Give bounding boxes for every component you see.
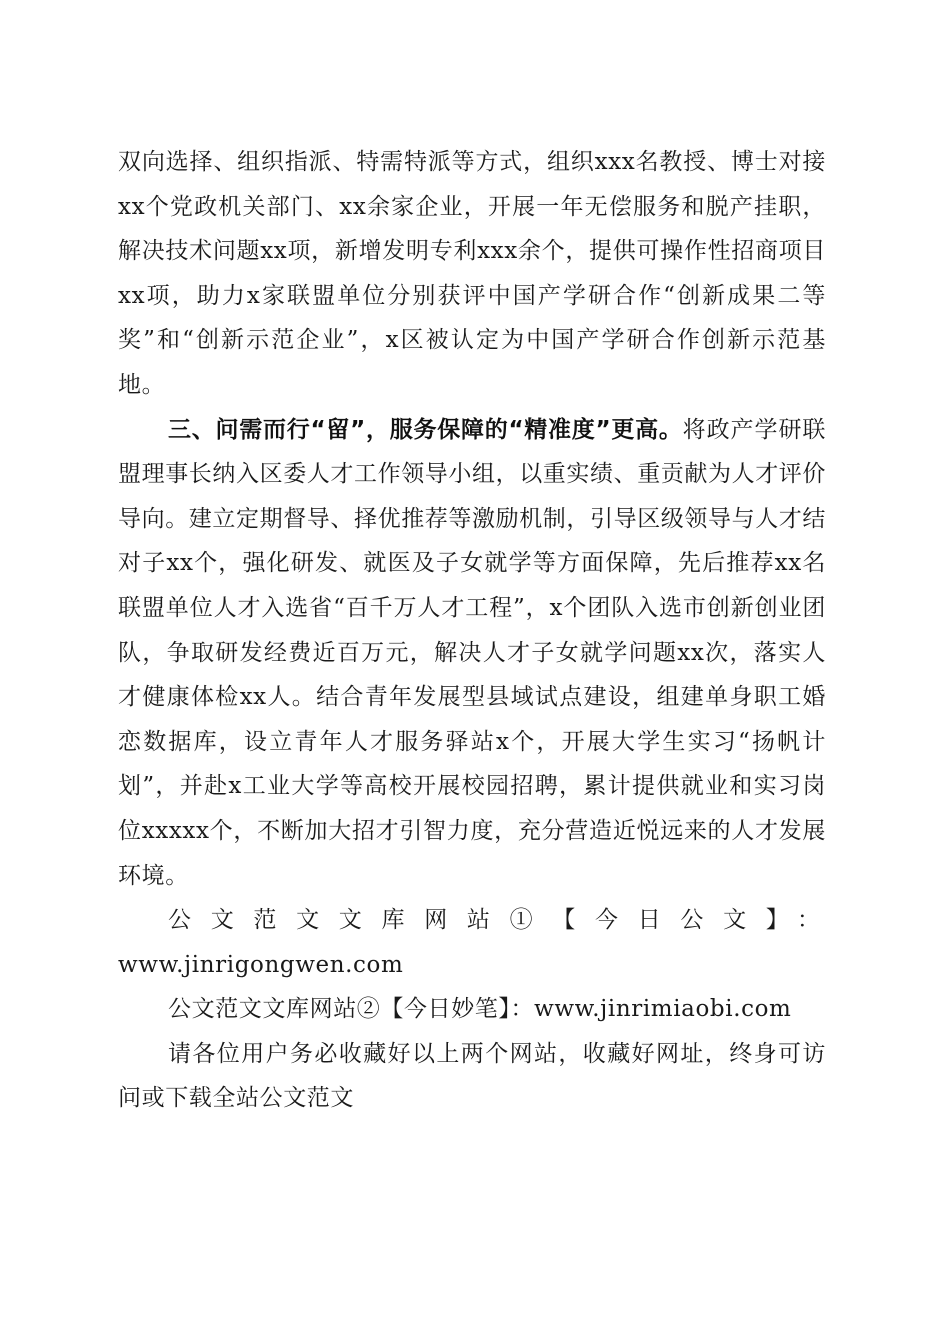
site1-label: 公文范文文库网站①【今日公文】： <box>168 907 826 934</box>
footer-notice: 请各位用户务必收藏好以上两个网站，收藏好网址，终身可访问或下载全站公文范文 <box>118 1040 826 1112</box>
document-page <box>118 140 826 1121</box>
section-3-heading: 三、问需而行“留”，服务保障的“精准度”更高。 <box>168 416 683 443</box>
paragraph-continued: 双向选择、组织指派、特需特派等方式，组织xxx名教授、博士对接xx个党政机关部门、xx余家企业，开展一年无偿服务和脱产挂职，解决技术问题xx项，新增发明专利xxx余个，提供可操作性招商项目xx项，助力x家联盟单位分别获评中国产学研合作“创新成果二等奖”和“创新示范企业”，x区被认定为中国产学研合作创新示范基地。 <box>118 149 826 398</box>
site2-line <box>118 987 826 1032</box>
site2-label: 公文范文文库网站②【今日妙笔】： <box>168 996 535 1023</box>
site1-url[interactable]: www.jinrigongwen.com <box>118 951 404 978</box>
section-3-body: 将政产学研联盟理事长纳入区委人才工作领导小组，以重实绩、重贡献为人才评价导向。建立定期督导、择优推荐等激励机制，引导区级领导与人才结对子xx个，强化研发、就医及子女就学等方面保障，先后推荐xx名联盟单位人才入选省“百千万人才工程”，x个团队入选市创新创业团队，争取研发经费近百万元，解决人才子女就学问题xx次，落实人才健康体检xx人。结合青年发展型县域试点建设，组建单身职工婚恋数据库，设立青年人才服务驿站x个，开展大学生实习“扬帆计划”，并赴x工业大学等高校开展校园招聘，累计提供就业和实习岗位xxxxx个，不断加大招才引智力度，充分营造近悦远来的人才发展环境。 <box>118 416 826 889</box>
site2-url[interactable]: www.jinrimiaobi.com <box>534 996 792 1023</box>
section-3-paragraph <box>118 408 826 899</box>
site1-line <box>118 898 826 943</box>
